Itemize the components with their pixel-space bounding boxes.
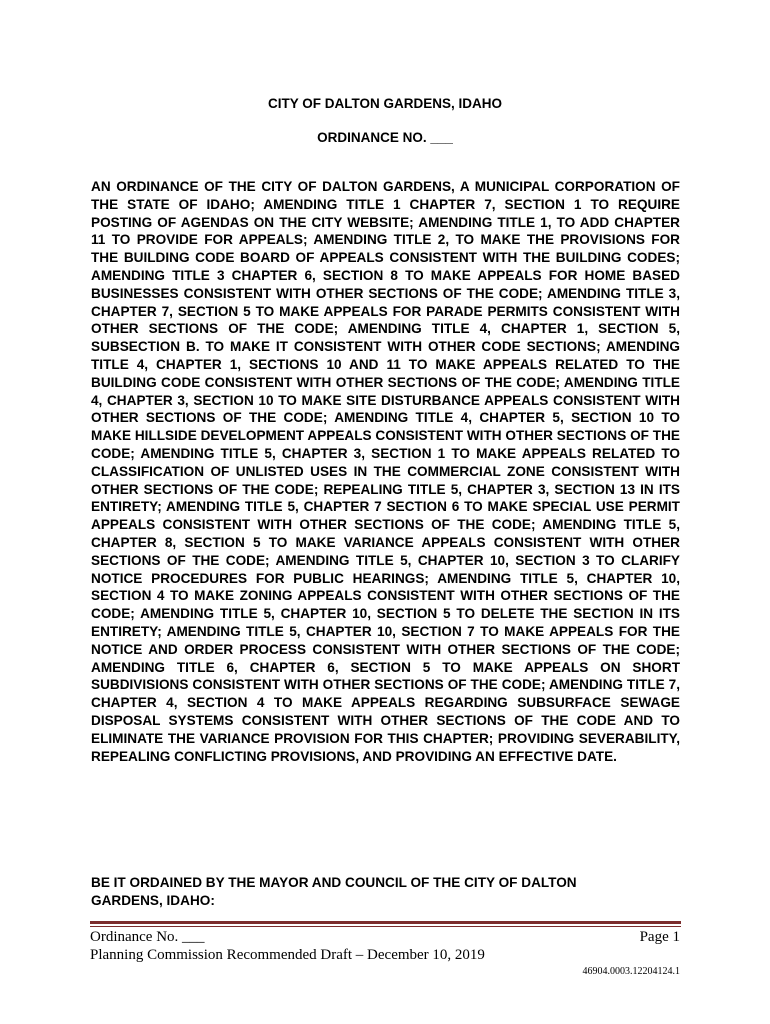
city-heading: CITY OF DALTON GARDENS, IDAHO [267,96,502,111]
footer-divider-thick [90,921,681,924]
ordinance-number-heading: ORDINANCE NO. ___ [317,130,453,145]
footer-page-number: Page 1 [639,929,680,945]
ordinance-title-paragraph: AN ORDINANCE OF THE CITY OF DALTON GARDENS, A MUNICIPAL CORPORATION OF THE STATE OF IDAHO; AMENDING TITLE 1 CHAPTER 7, SECTION 1 TO REQUIRE POSTING OF AGENDAS ON THE CITY WEBSITE; AMENDING TITLE 1, TO ADD CHAPTER 11 TO PROVIDE FOR APPEALS; AMENDING TITLE 2, TO MAKE THE PROVISIONS FOR THE BUILDING CODE BOARD OF APPEALS CONSISTENT WITH THE BUILDING CODES; AMENDING TITLE 3 CHAPTER 6, SECTION 8 TO MAKE APPEALS FOR HOME BASED BUSINESSES CONSISTENT WITH OTHER SECTIONS OF THE CODE; AMENDING TITLE 3, CHAPTER 7, SECTION 5 TO MAKE APPEALS FOR PARADE PERMITS CONSISTENT WITH OTHER SECTIONS OF THE CODE; AMENDING TITLE 4, CHAPTER 1, SECTION 5, SUBSECTION B. TO MAKE IT CONSISTENT WITH OTHER CODE SECTIONS; AMENDING TITLE 4, CHAPTER 1, SECTIONS 10 AND 11 TO MAKE APPEALS RELATED TO THE BUILDING CODE CONSISTENT WITH OTHER SECTIONS OF THE CODE; AMENDING TITLE 4, CHAPTER 3, SECTION 10 TO MAKE SITE DISTURBANCE APPEALS CONSISTENT WITH OTHER SECTIONS OF THE CODE; AMENDING TITLE 4, CHAPTER 5, SECTION 10 TO MAKE HILLSIDE DEVELOPMENT APPEALS CONSISTENT WITH OTHER SECTIONS OF THE CODE; AMENDING TITLE 5, CHAPTER 3, SECTION 1 TO MAKE APPEALS RELATED TO CLASSIFICATION OF UNLISTED USES IN THE COMMERCIAL ZONE CONSISTENT WITH OTHER SECTIONS OF THE CODE; REPEALING TITLE 5, CHAPTER 3, SECTION 13 IN ITS ENTIRETY; AMENDING TITLE 5, CHAPTER 7 SECTION 6 TO MAKE SPECIAL USE PERMIT APPEALS CONSISTENT WITH OTHER SECTIONS OF THE CODE; AMENDING TITLE 5, CHAPTER 8, SECTION 5 TO MAKE VARIANCE APPEALS CONSISTENT WITH OTHER SECTIONS OF THE CODE; AMENDING TITLE 5, CHAPTER 10, SECTION 3 TO CLARIFY NOTICE PROCEDURES FOR PUBLIC HEARINGS; AMENDING TITLE 5, CHAPTER 10, SECTION 4 TO MAKE ZONING APPEALS CONSISTENT WITH OTHER SECTIONS OF THE CODE; AMENDING TITLE 5, CHAPTER 10, SECTION 5 TO DELETE THE SECTION IN ITS ENTIRETY; AMENDING TITLE 5, CHAPTER 10, SECTION 7 TO MAKE APPEALS FOR THE NOTICE AND ORDER PROCESS CONSISTENT WITH OTHER SECTIONS OF THE CODE; AMENDING TITLE 6, CHAPTER 6, SECTION 5 TO MAKE APPEALS ON SHORT SUBDIVISIONS CONSISTENT WITH OTHER SECTIONS OF THE CODE; AMENDING TITLE 7, CHAPTER 4, SECTION 4 TO MAKE APPEALS REGARDING SUBSURFACE SEWAGE DISPOSAL SYSTEMS CONSISTENT WITH OTHER SECTIONS OF THE CODE AND TO ELIMINATE THE VARIANCE PROVISION FOR THIS CHAPTER; PROVIDING SEVERABILITY, REPEALING CONFLICTING PROVISIONS, AND PROVIDING AN EFFECTIVE DATE. [91,179,680,764]
footer-draft-label: Planning Commission Recommended Draft – December 10, 2019 [90,947,485,963]
document-id: 46904.0003.12204124.1 [582,966,680,977]
enacting-clause: BE IT ORDAINED BY THE MAYOR AND COUNCIL OF THE CITY OF DALTON GARDENS, IDAHO: [91,875,577,908]
footer-divider-thin [90,926,681,927]
footer-ordinance-number: Ordinance No. ___ [90,929,205,945]
